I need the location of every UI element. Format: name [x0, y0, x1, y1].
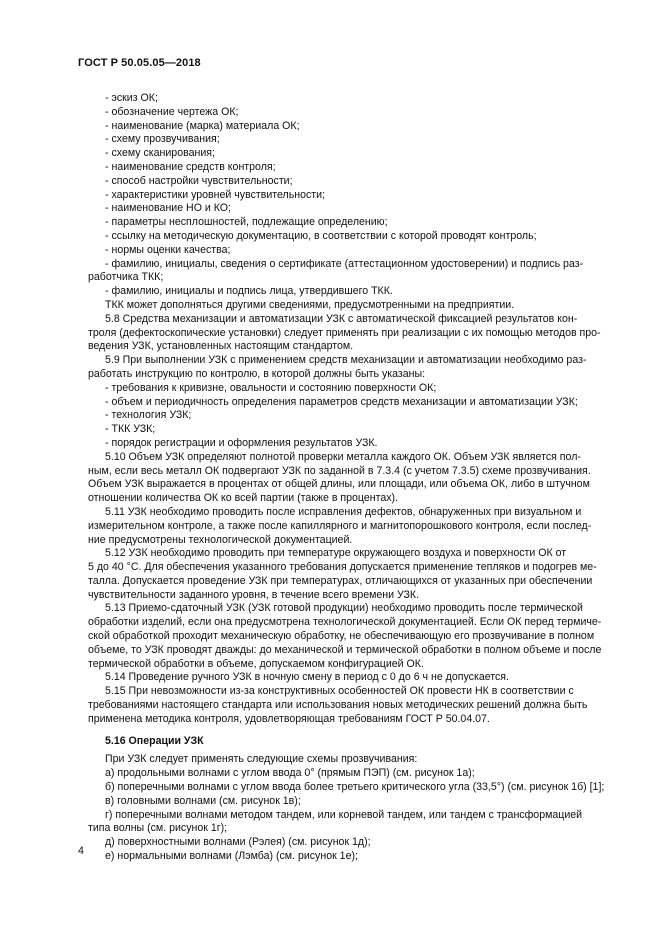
paragraph-line: ведения УЗК, установленных настоящим стандартом. — [88, 340, 354, 353]
list-item: - ссылку на методическую документацию, в соответствии с которой проводят контроль; — [105, 229, 537, 242]
paragraph-line: 5.9 При выполнении УЗК с применением средств механизации и автоматизации необходимо раз- — [105, 354, 587, 367]
list-item: - объем и периодичность определения параметров средств механизации и автоматизации УЗК; — [105, 395, 578, 408]
list-item: д) поверхностными волнами (Рэлея) (см. рисунок 1д); — [105, 836, 371, 849]
paragraph-line: Объем УЗК выражается в процентах от общей длины, или площади, или объема ОК, либо в штучном — [88, 478, 590, 491]
section-title-5-16: 5.16 Операции УЗК — [105, 734, 204, 747]
paragraph-5-10 — [88, 450, 591, 506]
list-item: - фамилию, инициалы, сведения о сертификате (аттестационном удостоверении) и подпись раз- — [105, 257, 584, 270]
page-number: 4 — [78, 845, 84, 857]
list-item: - схему прозвучивания; — [105, 133, 220, 146]
paragraph-line: отношении количества ОК ко всей партии (также в процентах). — [88, 492, 398, 505]
list-item: - фамилию, инициалы и подпись лица, утвердившего ТКК. — [105, 285, 393, 298]
list-item: - наименование НО и КО; — [105, 202, 231, 215]
paragraph-line: требованиями настоящего стандарта или использования новых методических решений должна быть — [88, 699, 588, 712]
paragraph-line: ние предусмотрены технологической документацией. — [88, 533, 353, 546]
paragraph-line: 5.15 При невозможности из-за конструктивных особенностей ОК провести НК в соответствии с — [105, 685, 574, 698]
instruction-content-list — [88, 382, 586, 451]
paragraph-line: 5.13 Приемо-сдаточный УЗК (УЗК готовой продукции) необходимо проводить после термической — [105, 602, 583, 615]
list-item: е) нормальными волнами (Лэмба) (см. рисунок 1е); — [105, 850, 358, 863]
document-body — [88, 92, 605, 864]
paragraph-line: ской обработкой проходит механическую обработку, не обеспечивающую его прозвучивание в полном — [88, 630, 595, 643]
list-item: - характеристики уровней чувствительности; — [105, 188, 326, 201]
paragraph-line: 5.8 Средства механизации и автоматизации УЗК с автоматической фиксацией результатов кон- — [105, 312, 578, 325]
list-item: г) поперечными волнами методом тандем, или корневой тандем, или тандем с трансформацией — [105, 808, 583, 821]
list-item-continuation: типа волны (см. рисунок 1г); — [88, 822, 228, 835]
list-item: - обозначение чертежа ОК; — [105, 105, 239, 118]
list-item: - параметры несплошностей, подлежащие определению; — [105, 216, 388, 229]
paragraph-line: измерительном контроле, а также после капиллярного и магнитопорошкового контроля, если послед- — [88, 519, 592, 532]
paragraph-line: 5.10 Объем УЗК определяют полнотой проверки металла каждого ОК. Объем УЗК является пол- — [105, 450, 581, 463]
paragraph-5-8 — [88, 312, 601, 354]
paragraph-line: 5.11 УЗК необходимо проводить после исправления дефектов, обнаруженных при визуальном и — [105, 505, 582, 518]
list-item: - схему сканирования; — [105, 147, 215, 160]
paragraph-5-12 — [88, 547, 597, 602]
paragraph-line: объеме, то УЗК проводят дважды: до механической и термической обработки в полном объеме и после — [88, 643, 602, 656]
paragraph-line: обработки изделий, если она предусмотрена технологической документацией. Если ОК перед термиче- — [88, 616, 602, 629]
paragraph-line: троля (дефектоскопические установки) следует применять при реализации с их помощью методов про- — [88, 326, 601, 339]
tkk-content-list — [88, 92, 586, 299]
list-item: - наименование средств контроля; — [105, 160, 276, 173]
list-item: а) продольными волнами с углом ввода 0° (прямым ПЭП) (см. рисунок 1а); — [105, 767, 475, 780]
list-item: - технология УЗК; — [105, 409, 192, 422]
section-5-16-content — [88, 753, 605, 863]
paragraph-5-13 — [88, 602, 602, 671]
paragraph-line: 5.12 УЗК необходимо проводить при температуре окружающего воздуха и поверхности ОК от — [105, 547, 567, 560]
paragraph-tkk: ТКК может дополняться другими сведениями, предусмотренными на предприятии. — [105, 298, 515, 311]
paragraph-line: термической обработки в объеме, допускаемом конфигурацией ОК. — [88, 657, 424, 670]
paragraph-line: ным, если весь металл ОК подвергают УЗК по заданной в 7.3.4 (с учетом 7.3.5) схеме прозвучивания. — [88, 464, 591, 477]
list-item: - порядок регистрации и оформления результатов УЗК. — [105, 436, 378, 449]
paragraph-line: применена методика контроля, удовлетворяющая требованиям ГОСТ Р 50.04.07. — [88, 712, 490, 725]
list-item: в) головными волнами (см. рисунок 1в); — [105, 794, 301, 807]
paragraph-5-14: 5.14 Проведение ручного УЗК в ночную смену в период с 0 до 6 ч не допускается. — [105, 671, 509, 684]
paragraph-line: чувствительности заданного уровня, в течение всего времени УЗК. — [88, 588, 420, 601]
list-item: - эскиз ОК; — [105, 92, 158, 104]
list-item: - требования к кривизне, овальности и состоянию поверхности ОК; — [105, 381, 437, 394]
paragraph-line: При УЗК следует применять следующие схемы прозвучивания: — [105, 753, 418, 766]
list-item: - способ настройки чувствительности; — [105, 174, 293, 187]
paragraph-5-11 — [88, 505, 592, 547]
list-item: - нормы оценки качества; — [105, 243, 231, 256]
list-item: - ТКК УЗК; — [105, 423, 156, 436]
paragraph-line: 5 до 40 °С. Для обеспечения указанного требования допускается применение тепляков и подогрев ме- — [88, 561, 597, 574]
page-header: ГОСТ Р 50.05.05—2018 — [78, 57, 201, 69]
paragraph-5-15 — [88, 685, 586, 726]
paragraph-line: работать инструкцию по контролю, в которой должны быть указаны: — [88, 367, 426, 380]
list-item-continuation: работчика ТКК; — [88, 271, 164, 284]
list-item: - наименование (марка) материала ОК; — [105, 119, 300, 132]
list-item: б) поперечными волнами с углом ввода более третьего критического угла (33,5°) (см. рисунок 1б) [1]; — [105, 781, 605, 794]
paragraph-line: талла. Допускается проведение УЗК при температурах, отличающихся от указанных при обеспечении — [88, 574, 593, 587]
paragraph-5-9 — [88, 354, 586, 382]
